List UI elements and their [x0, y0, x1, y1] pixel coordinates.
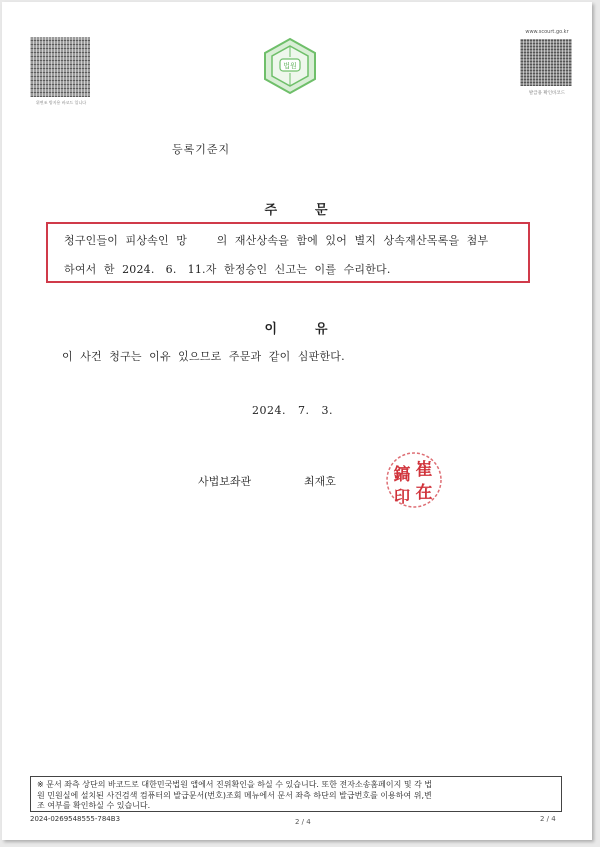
seal-char-4: 印 — [393, 487, 411, 506]
official-seal-icon — [382, 450, 446, 510]
document-page — [2, 2, 592, 840]
order-heading-char-1: 주 — [264, 203, 279, 218]
page-number-right: 2 / 4 — [540, 815, 556, 823]
reason-heading — [2, 318, 592, 337]
seal-char-2: 在 — [415, 483, 433, 503]
seal-char-1: 崔 — [415, 460, 433, 480]
verification-notice — [30, 776, 562, 812]
judge-role: 사법보좌관 — [198, 475, 252, 488]
verification-qr-code — [520, 39, 572, 86]
reason-heading-char-1: 이 — [264, 322, 279, 337]
reason-text: 이 사건 청구는 이유 있으므로 주문과 같이 심판한다. — [62, 350, 345, 363]
authenticity-barcode — [30, 37, 90, 97]
court-emblem-icon — [260, 37, 320, 95]
reason-heading-char-2: 유 — [315, 322, 330, 337]
seal-char-3: 鎬 — [393, 465, 411, 485]
page-number-center: 2 / 4 — [295, 818, 311, 826]
decision-date: 2024. 7. 3. — [252, 404, 333, 417]
order-line-1: 청구인들이 피상속인 망 의 재산상속을 함에 있어 별지 상속재산목록을 첨부 — [64, 234, 489, 247]
left-barcode-caption: 위변조 방지용 바코드 입니다 — [35, 100, 87, 105]
issue-number: 2024-0269548555-784B3 — [30, 815, 121, 823]
court-url: www.scourt.go.kr — [525, 29, 569, 35]
registration-base-label: 등록기준지 — [172, 143, 231, 156]
order-heading-char-2: 문 — [315, 203, 330, 218]
right-barcode-caption: 발급용 확인바코드 — [528, 91, 566, 96]
notice-line-2: 원 민원실에 설치된 사건검색 컴퓨터의 발급문서(번호)조회 메뉴에서 문서 좌측 하단의 발급번호를 이용하여 위,변 — [37, 790, 432, 800]
emblem-text: 법원 — [283, 62, 297, 70]
judge-name: 최재호 — [304, 475, 336, 488]
notice-line-3: 조 여부를 확인하실 수 있습니다. — [37, 801, 151, 810]
order-heading — [2, 199, 592, 218]
notice-line-1: ※ 문서 좌측 상단의 바코드로 대한민국법원 앱에서 진위확인을 하실 수 있습니다. 또한 전자소송홈페이지 및 각 법 — [37, 780, 433, 789]
order-line-2: 하여서 한 2024. 6. 11.자 한정승인 신고는 이를 수리한다. — [64, 263, 391, 276]
